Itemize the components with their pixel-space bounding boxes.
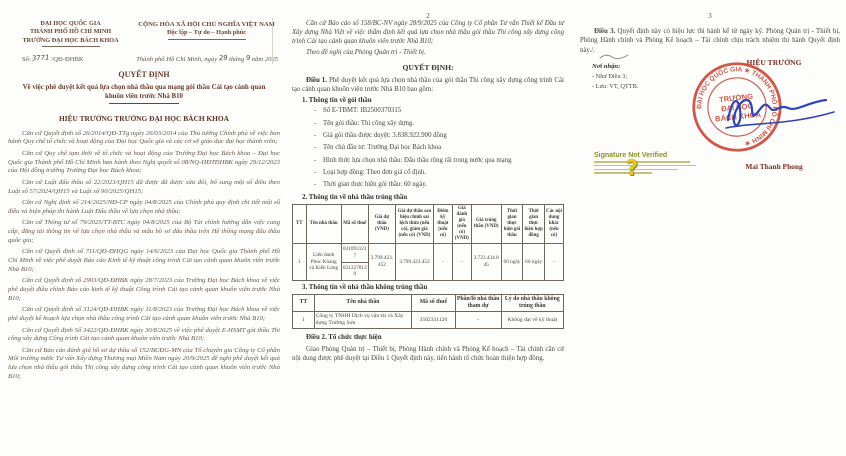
list-item: - Loại hợp đồng: Theo đơn giá cố định. bbox=[314, 168, 426, 176]
col-header: Thời gian thực hiện hợp đồng bbox=[523, 204, 545, 244]
article-2-text: Giao Phòng Quản trị – Thiết bị, Phòng Hành chính và Phòng Kế hoạch – Tài chính căn cứ nội dung được phê duyệt tại Điều 1 Quyết định này, tiến hành tổ chức hoàn thiện hợp đồng. bbox=[292, 346, 564, 363]
number-label: Số: bbox=[22, 56, 31, 64]
legal-basis-paragraph: Căn cứ Nghị định số 214/2025/NĐ-CP ngày 04/8/2025 của Chính phủ quy định chi tiết một số điều và biện pháp thi hành Luật Đấu thầu về lựa chọn nhà thầu; bbox=[8, 199, 280, 215]
org-line: ĐẠI HỌC QUỐC GIA bbox=[40, 20, 101, 27]
col-header: Các nội dung khác (nếu có) bbox=[544, 204, 563, 244]
badge-text: Signature Not Verified bbox=[594, 152, 668, 159]
date-month-handwritten: 9 bbox=[245, 53, 251, 62]
stamp-center-line: BÁCH KHOA bbox=[714, 109, 762, 124]
article-1: Điều 1. Phê duyệt kết quả lựa chọn nhà thầu của gói thầu Thi công xây dựng công trình Cải tạo cảnh quan khuôn viên trước Nhà B10 bao gồm: bbox=[292, 77, 564, 94]
winning-bidder-table bbox=[292, 204, 564, 281]
cell-package-duration: 60 ngày bbox=[501, 244, 523, 280]
col-header: Giá đánh giá (nếu có) (VND) bbox=[452, 204, 471, 244]
col-header: Phần/lô nhà thầu tham dự bbox=[455, 294, 501, 311]
recipient-item: - Như Điều 3; bbox=[592, 73, 628, 81]
col-header: Mã số thuế bbox=[341, 204, 368, 244]
legal-basis-paragraph: Căn cứ Quyết định số 3124/QĐ-ĐHBK ngày 11/8/2023 của Trường Đại học Bách khoa về việc phê duyệt kế hoạch lựa chọn nhà thầu công trình Cải tạo cảnh quan khuôn viên trước Nhà B10; bbox=[8, 306, 280, 322]
cell-tt: 1 bbox=[293, 244, 307, 280]
legal-basis-paragraph: Căn cứ Báo cáo số 158/BC-NV ngày 28/9/2025 của Công ty Cổ phần Tư vấn Thiết kế Đầu tư Xây dựng Nhà Việt về việc thẩm định kết quả lựa chọn nhà thầu gói thầu Thi công xây dựng công trình Cải tạo cảnh quan khuôn viên trước Nhà B10; bbox=[292, 20, 564, 45]
proposal-line: Theo đề nghị của Phòng Quản trị - Thiết bị. bbox=[306, 49, 426, 57]
motto-line2: Độc lập – Tự do – Hạnh phúc bbox=[167, 29, 247, 37]
legal-basis-paragraph: Căn cứ Báo cáo đánh giá hồ sơ dự thầu số 152/BCĐG-MN của Tổ chuyên gia Công ty Cổ phần Môi trường nước Tư vấn Xây dựng Thương mại Miền Nam ngày 20/9/2025 đề nghị phê duyệt kết quả lựa chọn nhà thầu gói thầu Thi công xây dựng công trình Cải tạo cảnh quan khuôn viên trước Nhà B10; bbox=[8, 346, 280, 380]
list-item: - Giá gói thầu được duyệt: 3.838.922.900 đồng bbox=[314, 131, 447, 139]
table-row bbox=[293, 312, 564, 329]
col-header: Điểm kỹ thuật (nếu có) bbox=[433, 204, 452, 244]
number-handwritten: 3771 bbox=[32, 53, 50, 63]
authority-line: HIỆU TRƯỞNG TRƯỜNG ĐẠI HỌC BÁCH KHOA bbox=[59, 113, 229, 123]
page-1 bbox=[8, 0, 280, 456]
col-header: Tên nhà thầu bbox=[314, 294, 412, 311]
scan-edge-artifact bbox=[272, 18, 273, 64]
signer-title: HIỆU TRƯỞNG bbox=[746, 58, 802, 67]
recipients-label: Nơi nhận: bbox=[592, 63, 621, 70]
question-mark-icon: ? bbox=[626, 156, 639, 180]
table-header-row bbox=[293, 294, 564, 311]
date-line: Thành phố Hồ Chí Minh, ngày 29 tháng 9 năm 2025 bbox=[136, 53, 278, 64]
col-header: TT bbox=[293, 294, 315, 311]
package-info-list bbox=[292, 107, 564, 190]
col-header: Lý do nhà thầu không trúng thầu bbox=[501, 294, 563, 311]
page-2 bbox=[292, 0, 564, 456]
list-item: - Tên gói thầu: Thi công xây dựng. bbox=[314, 119, 414, 127]
table-header-row bbox=[293, 204, 564, 244]
col-header: Giá dự thầu sau hiệu chỉnh sai lệch thừa (nếu có), giảm giá (nếu có) (VND) bbox=[395, 204, 433, 244]
cell-other: - bbox=[544, 244, 563, 280]
article-2-heading: Điều 2. Tổ chức thực hiện bbox=[306, 334, 382, 342]
article-1-label: Điều 1. bbox=[306, 77, 327, 85]
cell-bid-price: 3.799.423.452 bbox=[368, 244, 395, 280]
page-number: 2 bbox=[426, 12, 430, 20]
legal-basis-paragraph: Căn cứ Quyết định số 26/2014/QĐ-TTg ngày 26/03/2014 của Thủ tướng Chính phủ về việc ban hành Quy chế tổ chức và hoạt động của Đại học Quốc gia và các cơ sở giáo dục đại học thành viên; bbox=[8, 129, 280, 146]
motto-underline bbox=[168, 39, 246, 40]
page-3 bbox=[580, 0, 840, 456]
col-header: TT bbox=[293, 204, 307, 244]
col-header: Giá trúng thầu (VND) bbox=[471, 204, 501, 244]
cell-reason: Không đạt về kỹ thuật bbox=[501, 312, 563, 329]
page1-header bbox=[8, 20, 280, 47]
col-header: Mã số thuế bbox=[412, 294, 455, 311]
section-3-heading: 3. Thông tin về nhà thầu không trúng thầu bbox=[302, 283, 428, 291]
cell-tax-codes: 0310931217 0312278120 bbox=[341, 244, 368, 280]
pen-mark bbox=[598, 52, 630, 60]
legal-basis-paragraph: Căn cứ Quyết định Số 3422/QĐ-ĐHBK ngày 30/8/2025 về việc phê duyệt E-HSMT gói thầu Thi công xây dựng Công trình Cải tạo cảnh quan khuôn viên trước Nhà B10; bbox=[8, 326, 280, 343]
cell-bidder-name: Công ty TNHH Dịch vụ vận tải và Xây dựng Trường Sơn bbox=[314, 312, 412, 329]
org-line: TRƯỜNG ĐẠI HỌC BÁCH KHOA bbox=[22, 36, 119, 44]
subtitle-underline bbox=[109, 103, 179, 104]
section-2-heading: 2. Thông tin về nhà thầu trúng thầu bbox=[302, 193, 408, 201]
cell-contract-duration: 60 ngày bbox=[523, 244, 545, 280]
cell-adjusted-price: 3.799.423.452 bbox=[395, 244, 433, 280]
col-header: Tên nhà thầu bbox=[306, 204, 341, 244]
legal-basis-paragraph: Căn cứ Luật đấu thầu số 22/2023/QH15 đã được đã được sửa đổi, bổ sung một số điều theo Luật số 57/2024/QH15 và Luật số 90/2025/QH15; bbox=[8, 178, 280, 195]
unsuccessful-bidder-table bbox=[292, 294, 564, 329]
legal-basis-paragraph: Căn cứ Quyết định số 711/QĐ-ĐHQG ngày 14/6/2023 của Đại học Quốc gia Thành phố Hồ Chí Minh về việc phê duyệt Báo cáo Kinh tế kỹ thuật công trình Cải tạo cảnh quan khuôn viên trước Nhà B10; bbox=[8, 248, 280, 273]
cell-tt: 1 bbox=[293, 312, 315, 329]
cell-bidder-name: Liên danh Phúc Khang và Kiến Long bbox=[306, 244, 341, 280]
cell-technical-score: - bbox=[433, 244, 452, 280]
col-header: Giá dự thầu (VND) bbox=[368, 204, 395, 244]
document-number bbox=[22, 55, 84, 63]
org-line: THÀNH PHỐ HỒ CHÍ MINH bbox=[29, 28, 112, 36]
signature-info-lines bbox=[594, 161, 734, 174]
signature-not-verified-badge bbox=[594, 152, 734, 180]
cell-part: - bbox=[455, 312, 501, 329]
stamp-center-line: TRƯỜNG bbox=[718, 91, 754, 105]
national-motto-block bbox=[133, 20, 280, 47]
issuing-org-block bbox=[8, 20, 133, 47]
list-item: - Hình thức lựa chọn nhà thầu: Đấu thầu rộng rãi trong nước qua mạng bbox=[314, 156, 512, 164]
number-date-row bbox=[8, 55, 280, 63]
recipient-item: - Lưu: VT, QTTB. bbox=[592, 82, 639, 90]
list-item: - Thời gian thực hiện gói thầu: 60 ngày. bbox=[314, 181, 427, 189]
article-3-label: Điều 3. bbox=[594, 28, 616, 35]
cell-tax-code: 3502331120 bbox=[412, 312, 455, 329]
table-row bbox=[293, 244, 564, 280]
stamp-center-line: ĐẠI HỌC bbox=[720, 101, 754, 114]
number-suffix: /QĐ-ĐHBK bbox=[51, 56, 84, 64]
cell-winning-price: 3.723.434.845 bbox=[471, 244, 501, 280]
decision-heading: QUYẾT ĐỊNH: bbox=[402, 63, 454, 73]
legal-basis-paragraph: Căn cứ Thông tư số 79/2025/TT-BTC ngày 04/8/2025 của Bộ Tài chính hướng dẫn việc cung cấp, đăng tải thông tin về lựa chọn nhà thầu và mẫu hồ sơ đấu thầu trên Hệ thống mạng đấu thầu quốc gia; bbox=[8, 219, 280, 244]
section-1-heading: 1. Thông tin về gói thầu bbox=[302, 97, 372, 105]
org-underline bbox=[42, 46, 100, 47]
article-3: Điều 3. Quyết định này có hiệu lực thi hành kể từ ngày ký. Phòng Quản trị - Thiết bị, Phòng Hành chính và Phòng Kế hoạch – Tài chính chịu trách nhiệm thi hành Quyết định này./. bbox=[580, 28, 840, 54]
signer-name: Mai Thanh Phong bbox=[745, 162, 803, 171]
list-item: - Tên chủ đầu tư: Trường Đại học Bách khoa bbox=[314, 144, 442, 152]
stamp-ring-text: ĐẠI HỌC QUỐC GIA ★ THÀNH PHỐ HỒ CHÍ MINH ★ bbox=[696, 66, 778, 147]
handwritten-signature bbox=[722, 86, 840, 138]
page1-body bbox=[8, 130, 280, 382]
list-item: - Số E-TBMT: IB2500370315 bbox=[314, 107, 402, 115]
legal-basis-paragraph: Căn cứ Quyết định số 2903/QĐ-ĐHBK ngày 28/7/2023 của Trường Đại học Bách khoa về việc phê duyệt điều chỉnh Báo cáo kinh tế kỹ thuật Công trình Cải tạo cảnh quan khuôn viên trước Nhà B10; bbox=[8, 277, 280, 302]
recipients-block bbox=[592, 62, 638, 92]
document-subtitle: Về việc phê duyệt kết quả lựa chọn nhà thầu qua mạng gói thầu Cải tạo cảnh quan khuôn viên trước Nhà B10 bbox=[22, 84, 266, 101]
legal-basis-paragraph: Căn cứ Quy chế tạm thời về tổ chức và hoạt động của Trường Đại học Bách khoa – Đại học Quốc gia Thành phố Hồ Chí Minh ban hành theo Nghị quyết số 08/NQ-HĐTĐHBK ngày 29/12/2023 của Hội đồng trường Trường Đại học Bách khoa; bbox=[8, 149, 280, 175]
cell-evaluated-price: - bbox=[452, 244, 471, 280]
motto-line1: CỘNG HÒA XÃ HỘI CHỦ NGHĨA VIỆT NAM bbox=[138, 21, 275, 28]
document-title: QUYẾT ĐỊNH bbox=[118, 70, 170, 80]
date-day-handwritten: 29 bbox=[218, 53, 228, 62]
col-header: Thời gian thực hiện gói thầu bbox=[501, 204, 523, 244]
page-number: 3 bbox=[708, 12, 712, 20]
